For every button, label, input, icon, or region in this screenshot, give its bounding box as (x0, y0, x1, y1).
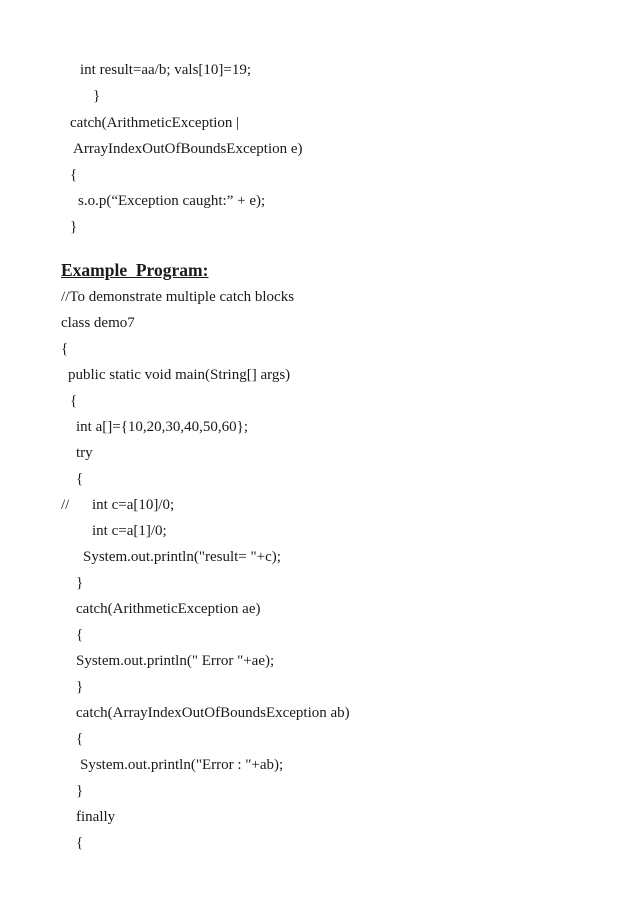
code-line: { (76, 835, 84, 851)
code-line: System.out.println(" Error "+ae); (76, 653, 275, 669)
code-line: try (76, 445, 93, 461)
code-line: finally (76, 809, 116, 825)
code-comment-marker: // (61, 497, 70, 513)
code-line: System.out.println("Error : "+ab); (80, 757, 284, 773)
code-line: } (93, 88, 101, 104)
code-line: int result=aa/b; vals[10]=19; (80, 62, 252, 78)
code-line: int c=a[1]/0; (92, 523, 167, 539)
code-line: { (61, 341, 69, 357)
code-line: ArrayIndexOutOfBoundsException e) (73, 141, 303, 157)
code-line: int a[]={10,20,30,40,50,60}; (76, 419, 249, 435)
code-line: System.out.println("result= "+c); (83, 549, 281, 565)
code-line: } (76, 575, 84, 591)
code-line: int c=a[10]/0; (92, 497, 175, 513)
code-line: { (70, 167, 78, 183)
code-line: { (76, 627, 84, 643)
code-line: s.o.p(“Exception caught:” + e); (78, 193, 266, 209)
code-line: catch(ArrayIndexOutOfBoundsException ab) (76, 705, 350, 721)
code-line: catch(ArithmeticException | (70, 115, 240, 131)
code-line: } (70, 219, 78, 235)
code-line: public static void main(String[] args) (68, 367, 291, 383)
code-line: } (76, 783, 84, 799)
section-heading: Example Program: (61, 260, 209, 280)
code-line: { (70, 393, 78, 409)
code-line: } (76, 679, 84, 695)
code-line: class demo7 (61, 315, 135, 331)
code-line: { (76, 471, 84, 487)
code-line: { (76, 731, 84, 747)
code-line: catch(ArithmeticException ae) (76, 601, 261, 617)
code-comment: //To demonstrate multiple catch blocks (61, 289, 295, 305)
